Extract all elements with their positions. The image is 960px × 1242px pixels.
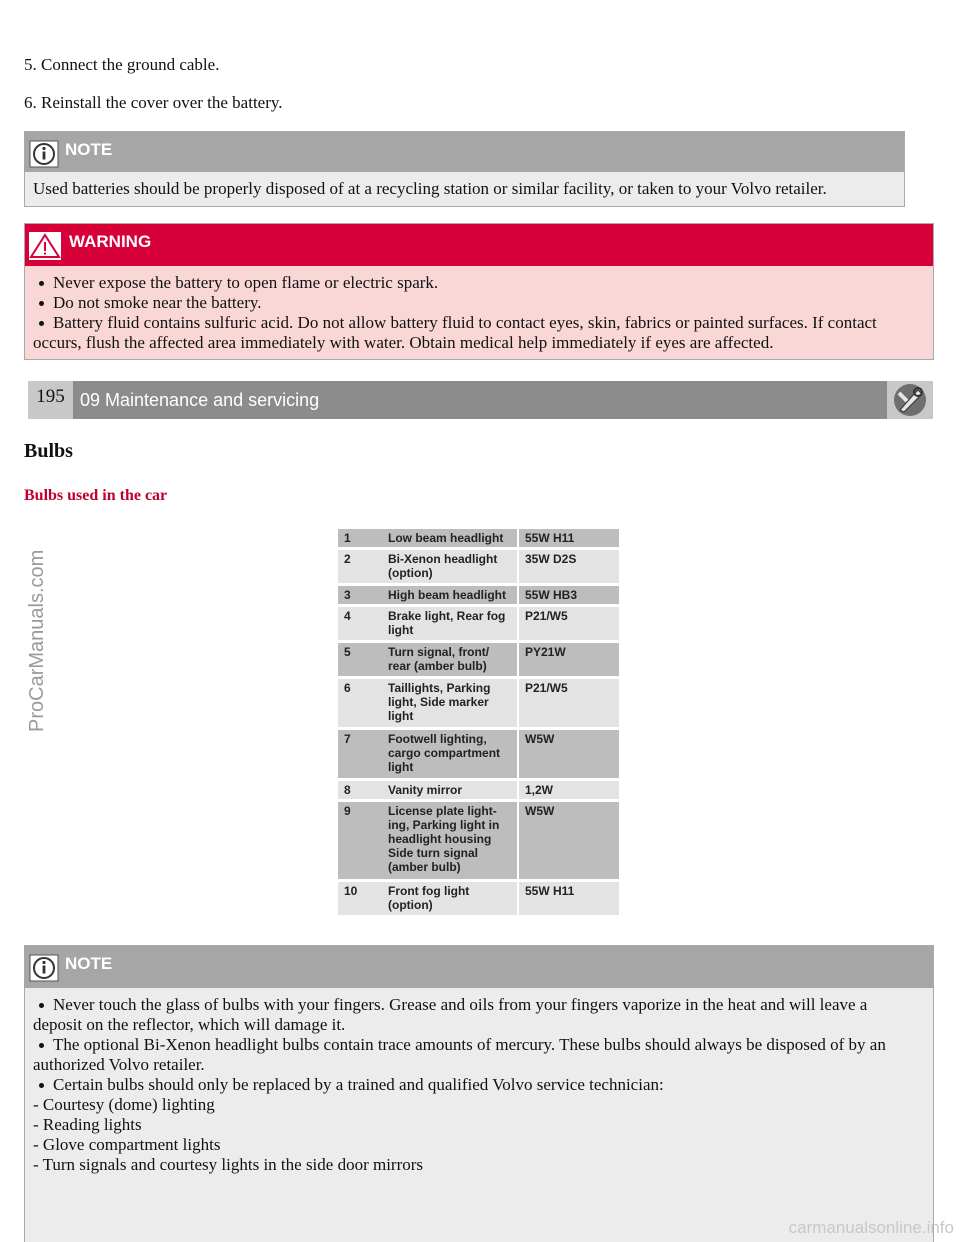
note-line: - Turn signals and courtesy lights in the side door mirrors [33,1155,424,1174]
warning-header [25,224,933,266]
bulb-number: 3 [338,585,382,606]
bulb-table [338,529,619,918]
chapter-bar [28,381,933,419]
note-box-bulbs [24,945,934,1242]
table-row [338,606,619,642]
bulb-description: High beam headlight [382,585,518,606]
note-text: Used batteries should be properly disposed of at a recycling station or similar facility, or taken to your Volvo retailer. [25,172,904,206]
warning-box [24,223,934,360]
bulb-spec: 35W D2S [518,549,619,585]
table-row [338,881,619,917]
note-header [25,132,904,172]
bulb-description: Vanity mirror [382,780,518,801]
table-row [338,801,619,881]
bulb-number: 6 [338,678,382,729]
bulb-description: Brake light, Rear fog light [382,606,518,642]
side-watermark: ProCarManuals.com [26,549,48,732]
table-row [338,529,619,549]
table-row [338,678,619,729]
note-header [25,946,933,988]
note-item: The optional Bi-Xenon headlight bulbs contain trace amounts of mercury. These bulbs should always be disposed of by an authorized Volvo retailer. [33,1035,919,1075]
bulb-description: Bi-Xenon headlight (option) [382,549,518,585]
bulb-number: 10 [338,881,382,917]
bulb-spec: W5W [518,729,619,780]
bulb-spec: P21/W5 [518,678,619,729]
note-line: - Glove compartment lights [33,1135,221,1154]
info-icon [29,140,59,168]
table-row [338,585,619,606]
bulb-spec: 1,2W [518,780,619,801]
subsection-title: Bulbs used in the car [24,487,168,504]
bulb-spec: 55W H11 [518,529,619,549]
step-5: 5. Connect the ground cable. [24,55,220,74]
page-number: 195 [28,381,73,419]
bulb-description: Taillights, Parking light, Side marker light [382,678,518,729]
bulb-description: License plate light- ing, Parking light in headlight housing Side turn signal (amber bulb) [382,801,518,881]
table-row [338,780,619,801]
bulb-spec: PY21W [518,642,619,678]
bulb-spec: P21/W5 [518,606,619,642]
chapter-title: 09 Maintenance and servicing [80,390,320,410]
note-heading: NOTE [65,140,113,159]
section-title: Bulbs [24,440,73,462]
note-body [25,988,933,1242]
table-row [338,729,619,780]
bulb-number: 5 [338,642,382,678]
bulb-spec: 55W H11 [518,881,619,917]
info-icon [29,954,59,982]
footer-watermark: carmanualsonline.info [788,1218,954,1237]
wrench-tool-icon [887,381,933,419]
warning-heading: WARNING [69,232,152,251]
note-item: Never touch the glass of bulbs with your fingers. Grease and oils from your fingers vaporize in the heat and will leave a deposit on the reflector, which will damage it. [33,995,919,1035]
warning-body [25,266,933,359]
bulb-spec: 55W HB3 [518,585,619,606]
bulb-number: 8 [338,780,382,801]
note-box-recycling [24,131,905,207]
note-item: Certain bulbs should only be replaced by a trained and qualified Volvo service technician: [33,1075,919,1095]
bulb-number: 4 [338,606,382,642]
table-row [338,642,619,678]
bulb-description: Low beam headlight [382,529,518,549]
note-line: - Reading lights [33,1115,142,1134]
warning-item: Battery fluid contains sulfuric acid. Do not allow battery fluid to contact eyes, skin, fabrics or painted surfaces. If contact occurs, flush the affected area immediately with water. Obtain medical help immediately if eyes are affected. [33,313,919,353]
bulb-description: Turn signal, front/ rear (amber bulb) [382,642,518,678]
warning-triangle-icon [29,232,59,260]
bulb-number: 7 [338,729,382,780]
bulb-description: Front fog light (option) [382,881,518,917]
bulb-number: 1 [338,529,382,549]
step-6: 6. Reinstall the cover over the battery. [24,93,283,112]
table-row [338,549,619,585]
note-line: - Courtesy (dome) lighting [33,1095,215,1114]
bulb-number: 9 [338,801,382,881]
bulb-description: Footwell lighting, cargo compartment light [382,729,518,780]
warning-item: Do not smoke near the battery. [33,293,919,313]
warning-item: Never expose the battery to open flame or electric spark. [33,273,919,293]
note-heading: NOTE [65,954,113,973]
bulb-number: 2 [338,549,382,585]
bulb-spec: W5W [518,801,619,881]
